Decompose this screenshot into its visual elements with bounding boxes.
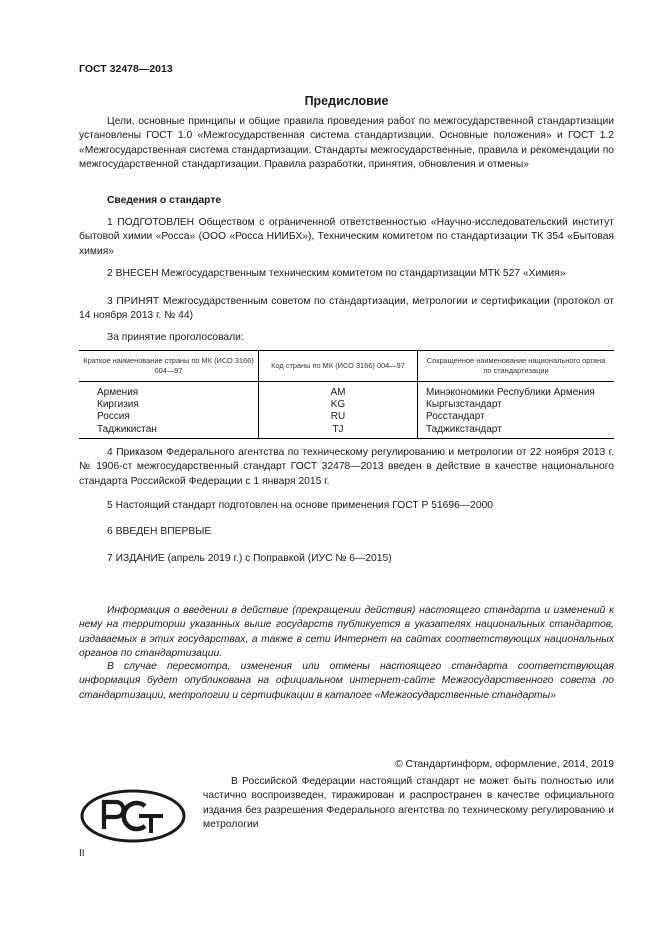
country-cell: Армения — [97, 387, 139, 398]
page-title: Предисловие — [304, 94, 389, 108]
body-cell: Минэкономики Республики Армения — [418, 382, 615, 400]
item-4: 4 Приказом Федерального агентства по техническому регулированию и метрологии от 22 ноября 2013 г. № 1906-ст межгосударственный стандарт ГОСТ 32478—2013 введен в действие в качестве национального стандарта Российской Федерации с 1 января 2015 г. — [79, 447, 614, 487]
code-cell: TJ — [259, 424, 418, 439]
country-cell: Киргизия — [97, 399, 139, 411]
col-code-header: Код страны по МК (ИСО 3166) 004—97 — [259, 351, 418, 382]
table-row — [79, 424, 614, 439]
table-row — [79, 399, 614, 411]
voting-table — [79, 350, 614, 439]
table-header-row — [79, 351, 614, 382]
document-code: ГОСТ 32478—2013 — [79, 63, 173, 75]
table-row — [79, 382, 614, 400]
item-2: 2 ВНЕСЕН Межгосударственным техническим комитетом по стандартизации МТК 527 «Химия» — [107, 268, 566, 279]
body-cell: Таджикстандарт — [418, 424, 615, 439]
body-cell: Росстандарт — [418, 411, 615, 423]
intro-paragraph: Цели, основные принципы и общие правила проведения работ по межгосударственной стандартизации установлены ГОСТ 1.0 «Межгосударственная система стандартизации. Основные положения» и ГОСТ 1.2 «Межгосударственная система стандартизации. Стандарты межгосударственные, правила и рекомендации по межгосударственной стандартизации. Правила разработки, принятия, обновления и отмены» — [79, 116, 614, 171]
notice-paragraph-2: В случае пересмотра, изменения или отмены настоящего стандарта соответствующая информация будет опубликована на официальном интернет-сайте Межгосударственного совета по стандартизации, метрологии и сертификации в каталоге «Межгосударственные стандарты» — [79, 661, 614, 701]
body-cell: Кыргызстандарт — [418, 399, 615, 411]
gost-r-certification-mark-icon — [79, 788, 187, 849]
item-3: 3 ПРИНЯТ Межгосударственным советом по стандартизации, метрологии и сертификации (протокол от 14 ноября 2013 г. № 44) — [79, 296, 614, 322]
code-cell: KG — [259, 399, 418, 411]
item-7: 7 ИЗДАНИЕ (апрель 2019 г.) с Поправкой (ИУС № 6—2015) — [107, 553, 392, 564]
code-cell: AM — [259, 382, 418, 400]
page-number: II — [79, 848, 85, 859]
info-heading: Сведения о стандарте — [107, 195, 222, 206]
col-country-header: Краткое наименование страны по МК (ИСО 3166) 004—97 — [79, 351, 259, 382]
copyright-line: © Стандартинформ, оформление, 2014, 2019 — [395, 759, 614, 770]
country-cell: Таджикистан — [79, 424, 259, 439]
table-row — [79, 411, 614, 423]
col-body-header: Сокращенное наименование национального органа по стандартизации — [418, 351, 615, 382]
notice-paragraph-1: Информация о введении в действие (прекращении действия) настоящего стандарта и изменений к нему на территории указанных выше государств публикуется в указателях национальных стандартов, издаваемых в этих государствах, а также в сети Интернет на сайтах соответствующих национальных органов по стандартизации. — [79, 605, 614, 660]
code-cell: RU — [259, 411, 418, 423]
vote-label: За принятие проголосовали: — [107, 332, 244, 343]
country-cell: Россия — [97, 411, 130, 423]
item-5: 5 Настоящий стандарт подготовлен на основе применения ГОСТ Р 51696—2000 — [107, 500, 494, 511]
rights-notice: В Российской Федерации настоящий стандарт не может быть полностью или частично воспроизведен, тиражирован и распространен в качестве официального издания без разрешения Федерального агентства по техническому регулированию и метрологии — [203, 776, 614, 831]
item-1: 1 ПОДГОТОВЛЕН Обществом с ограниченной ответственностью «Научно-исследовательский институт бытовой химии «Росса» (ООО «Росса НИИБХ»), Техническим комитетом по стандартизации ТК 354 «Бытовая химия» — [79, 217, 614, 257]
item-6: 6 ВВЕДЕН ВПЕРВЫЕ — [107, 526, 212, 537]
